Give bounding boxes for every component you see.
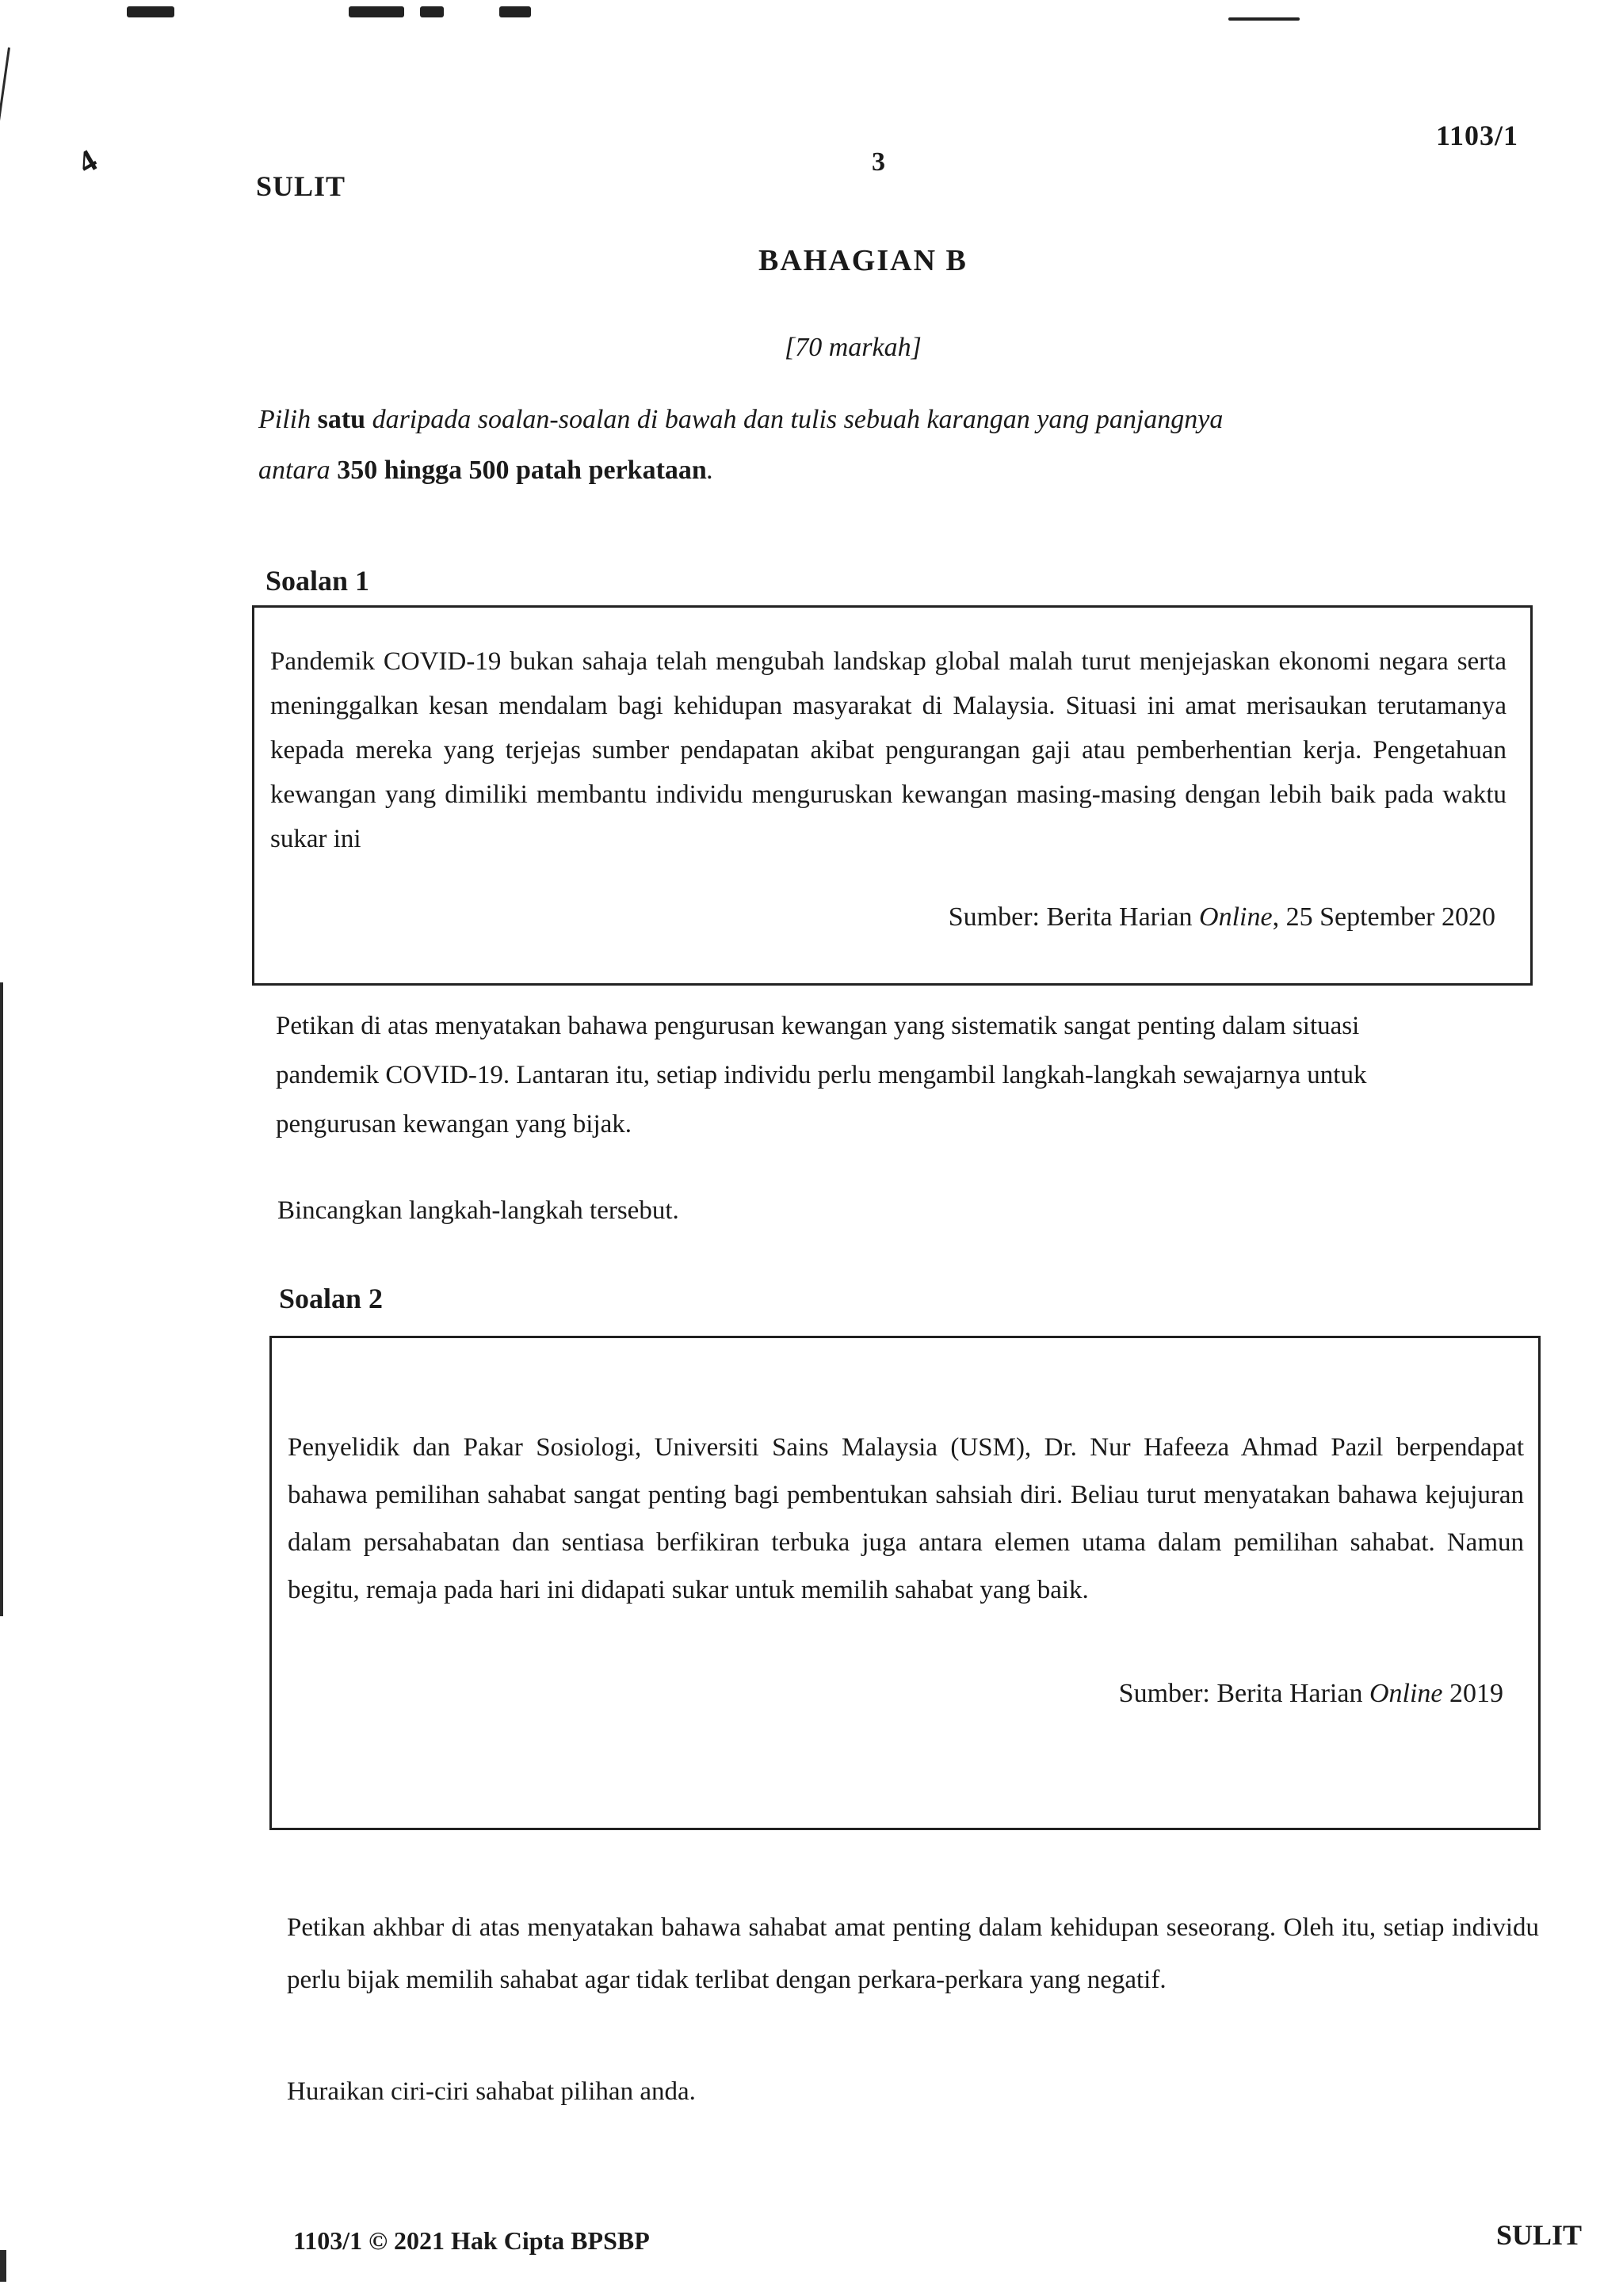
footer-copyright: 1103/1 © 2021 Hak Cipta BPSBP bbox=[293, 2226, 650, 2255]
section-title: BAHAGIAN B bbox=[758, 244, 968, 277]
question-2-passage-box bbox=[269, 1336, 1541, 1830]
page-number: 3 bbox=[872, 147, 885, 177]
document-code-top: 1103/1 bbox=[1436, 120, 1519, 151]
scan-edge-bar bbox=[0, 982, 3, 1616]
handwritten-mark: 4 bbox=[71, 141, 104, 181]
scan-edge-line bbox=[0, 48, 10, 487]
question-2-prompt: Petikan akhbar di atas menyatakan bahawa sahabat amat penting dalam kehidupan seseorang. Oleh itu, setiap individu perlu bijak memilih sahabat agar tidak terlibat dengan perkara-perkara yang negatif. bbox=[287, 1913, 1539, 1994]
question-2-task: Huraikan ciri-ciri sahabat pilihan anda. bbox=[287, 2077, 696, 2106]
question-2-source: Sumber: Berita Harian Online 2019 bbox=[1118, 1679, 1503, 1708]
instruction bbox=[258, 395, 1447, 496]
scan-artifacts-top bbox=[0, 0, 1623, 32]
footer-sulit: SULIT bbox=[1496, 2219, 1583, 2251]
instruction-line-2: antara 350 hingga 500 patah perkataan. bbox=[258, 456, 714, 485]
question-1-source: Sumber: Berita Harian Online, 25 September 2020 bbox=[948, 902, 1495, 932]
sulit-label-top: SULIT bbox=[256, 170, 346, 202]
question-2-passage: Penyelidik dan Pakar Sosiologi, Universiti Sains Malaysia (USM), Dr. Nur Hafeeza Ahmad Pazil berpendapat bahawa pemilihan sahabat sangat penting bagi pembentukan sahsiah diri. Beliau turut menyatakan bahawa kejujuran dalam persahabatan dan sentiasa berfikiran terbuka juga antara elemen utama dalam pemilihan sahabat. Namun begitu, remaja pada hari ini didapati sukar untuk memilih sahabat yang baik. bbox=[288, 1433, 1524, 1604]
question-1-prompt: Petikan di atas menyatakan bahawa pengurusan kewangan yang sistematik sangat penting dalam situasi pandemik COVID-19. Lantaran itu, setiap individu perlu mengambil langkah-langkah sewajarnya untuk pengurusan kewangan yang bijak. bbox=[276, 1012, 1367, 1138]
question-1-passage-box bbox=[252, 605, 1533, 986]
section-marks: [70 markah] bbox=[785, 333, 922, 362]
question-1-passage: Pandemik COVID-19 bukan sahaja telah mengubah landskap global malah turut menjejaskan ekonomi negara serta meninggalkan kesan mendalam bagi kehidupan masyarakat di Malaysia. Situasi ini amat merisaukan terutamanya kepada mereka yang terjejas sumber pendapatan akibat pengurangan gaji atau pemberhentian kerja. Pengetahuan kewangan yang dimiliki membantu individu menguruskan kewangan masing-masing dengan lebih baik pada waktu sukar ini bbox=[270, 647, 1507, 853]
scan-edge-bar-bottom bbox=[0, 2250, 6, 2282]
question-1-task: Bincangkan langkah-langkah tersebut. bbox=[277, 1196, 679, 1225]
question-1-heading: Soalan 1 bbox=[265, 565, 370, 597]
instruction-line-1: Pilih satu daripada soalan-soalan di bawah dan tulis sebuah karangan yang panjangnya bbox=[258, 405, 1224, 434]
question-2-heading: Soalan 2 bbox=[279, 1283, 384, 1314]
